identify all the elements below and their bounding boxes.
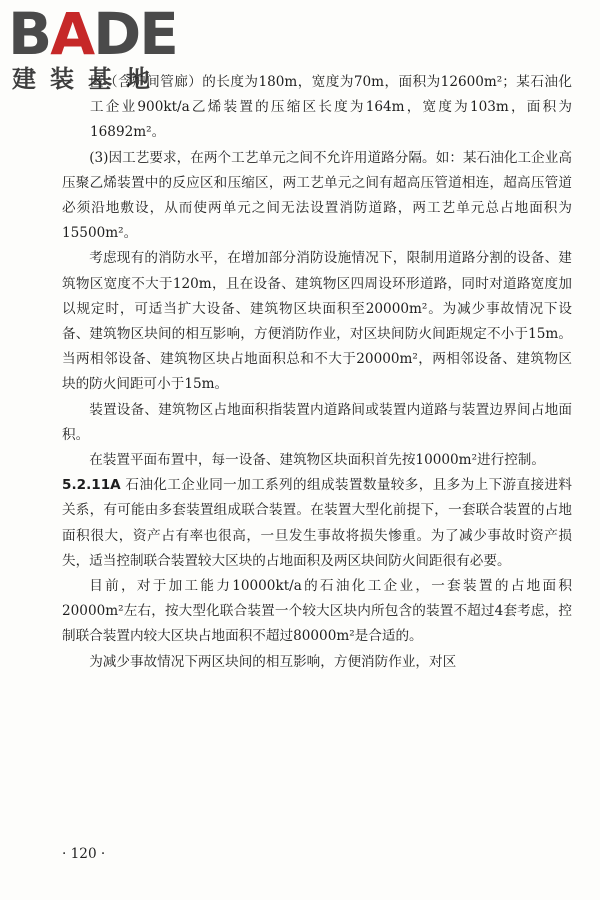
clause-number: 5.2.11A (62, 477, 121, 494)
logo-letter-a: A (50, 0, 94, 68)
paragraph: 区（含炉间管廊）的长度为180m，宽度为70m，面积为12600m²；某石油化工企业900kt/a乙烯装置的压缩区长度为164m，宽度为103m，面积为16892m²。 (90, 74, 572, 141)
paragraph: (3)因工艺要求，在两个工艺单元之间不允许用道路分隔。如：某石油化工企业高压聚乙烯装置中的反应区和压缩区，两工艺单元之间有超高压管道相连，超高压管道必须沿地敷设，从而使两单元之间无法设置消防道路，两工艺单元总占地面积为15500m²。 (62, 149, 572, 242)
clause-paragraph (62, 473, 572, 574)
paragraph: 装置设备、建筑物区占地面积指装置内道路间或装置内道路与装置边界间占地面积。 (62, 401, 572, 443)
paragraph: 为减少事故情况下两区块间的相互影响，方便消防作业，对区 (89, 653, 457, 670)
paragraph: 考虑现有的消防水平，在增加部分消防设施情况下，限制用道路分割的设备、建筑物区宽度不大于120m，且在设备、建筑物区四周设环形道路，同时对道路宽度加以规定时，可适当扩大设备、建筑物区块面积至20000m²。为减少事故情况下设备、建筑物区块间的相互影响，方便消防作业，对区块间防火间距规定不小于15m。当两相邻设备、建筑物区块占地面积总和不大于20000m²，两相邻设备、建筑物区块的防火间距可小于15m。 (62, 250, 572, 393)
logo-letters-de: DE (93, 0, 177, 68)
clause-text: 石油化工企业同一加工系列的组成装置数量较多，且多为上下游直接进料关系，有可能由多套装置组成联合装置。在装置大型化前提下，一套联合装置的占地面积很大，资产占有率也很高，一旦发生事故将损失惨重。为了减少事故时资产损失，适当控制联合装置较大区块的占地面积及两区块间防火间距很有必要。 (62, 477, 572, 569)
paragraph: 在装置平面布置中，每一设备、建筑物区块面积首先按10000m²进行控制。 (89, 452, 545, 469)
logo-letter-b: B (8, 0, 51, 68)
paragraph: 目前，对于加工能力10000kt/a的石油化工企业，一套装置的占地面积20000m²左右，按大型化联合装置一个较大区块内所包含的装置不超过4套考虑，控制联合装置内较大区块占地面积不超过80000m²是合适的。 (62, 578, 572, 645)
page-number: · 120 · (62, 846, 106, 862)
logo-subtitle: 建装基地 (12, 65, 164, 93)
body-text (62, 70, 572, 675)
logo-wordmark (8, 2, 177, 66)
